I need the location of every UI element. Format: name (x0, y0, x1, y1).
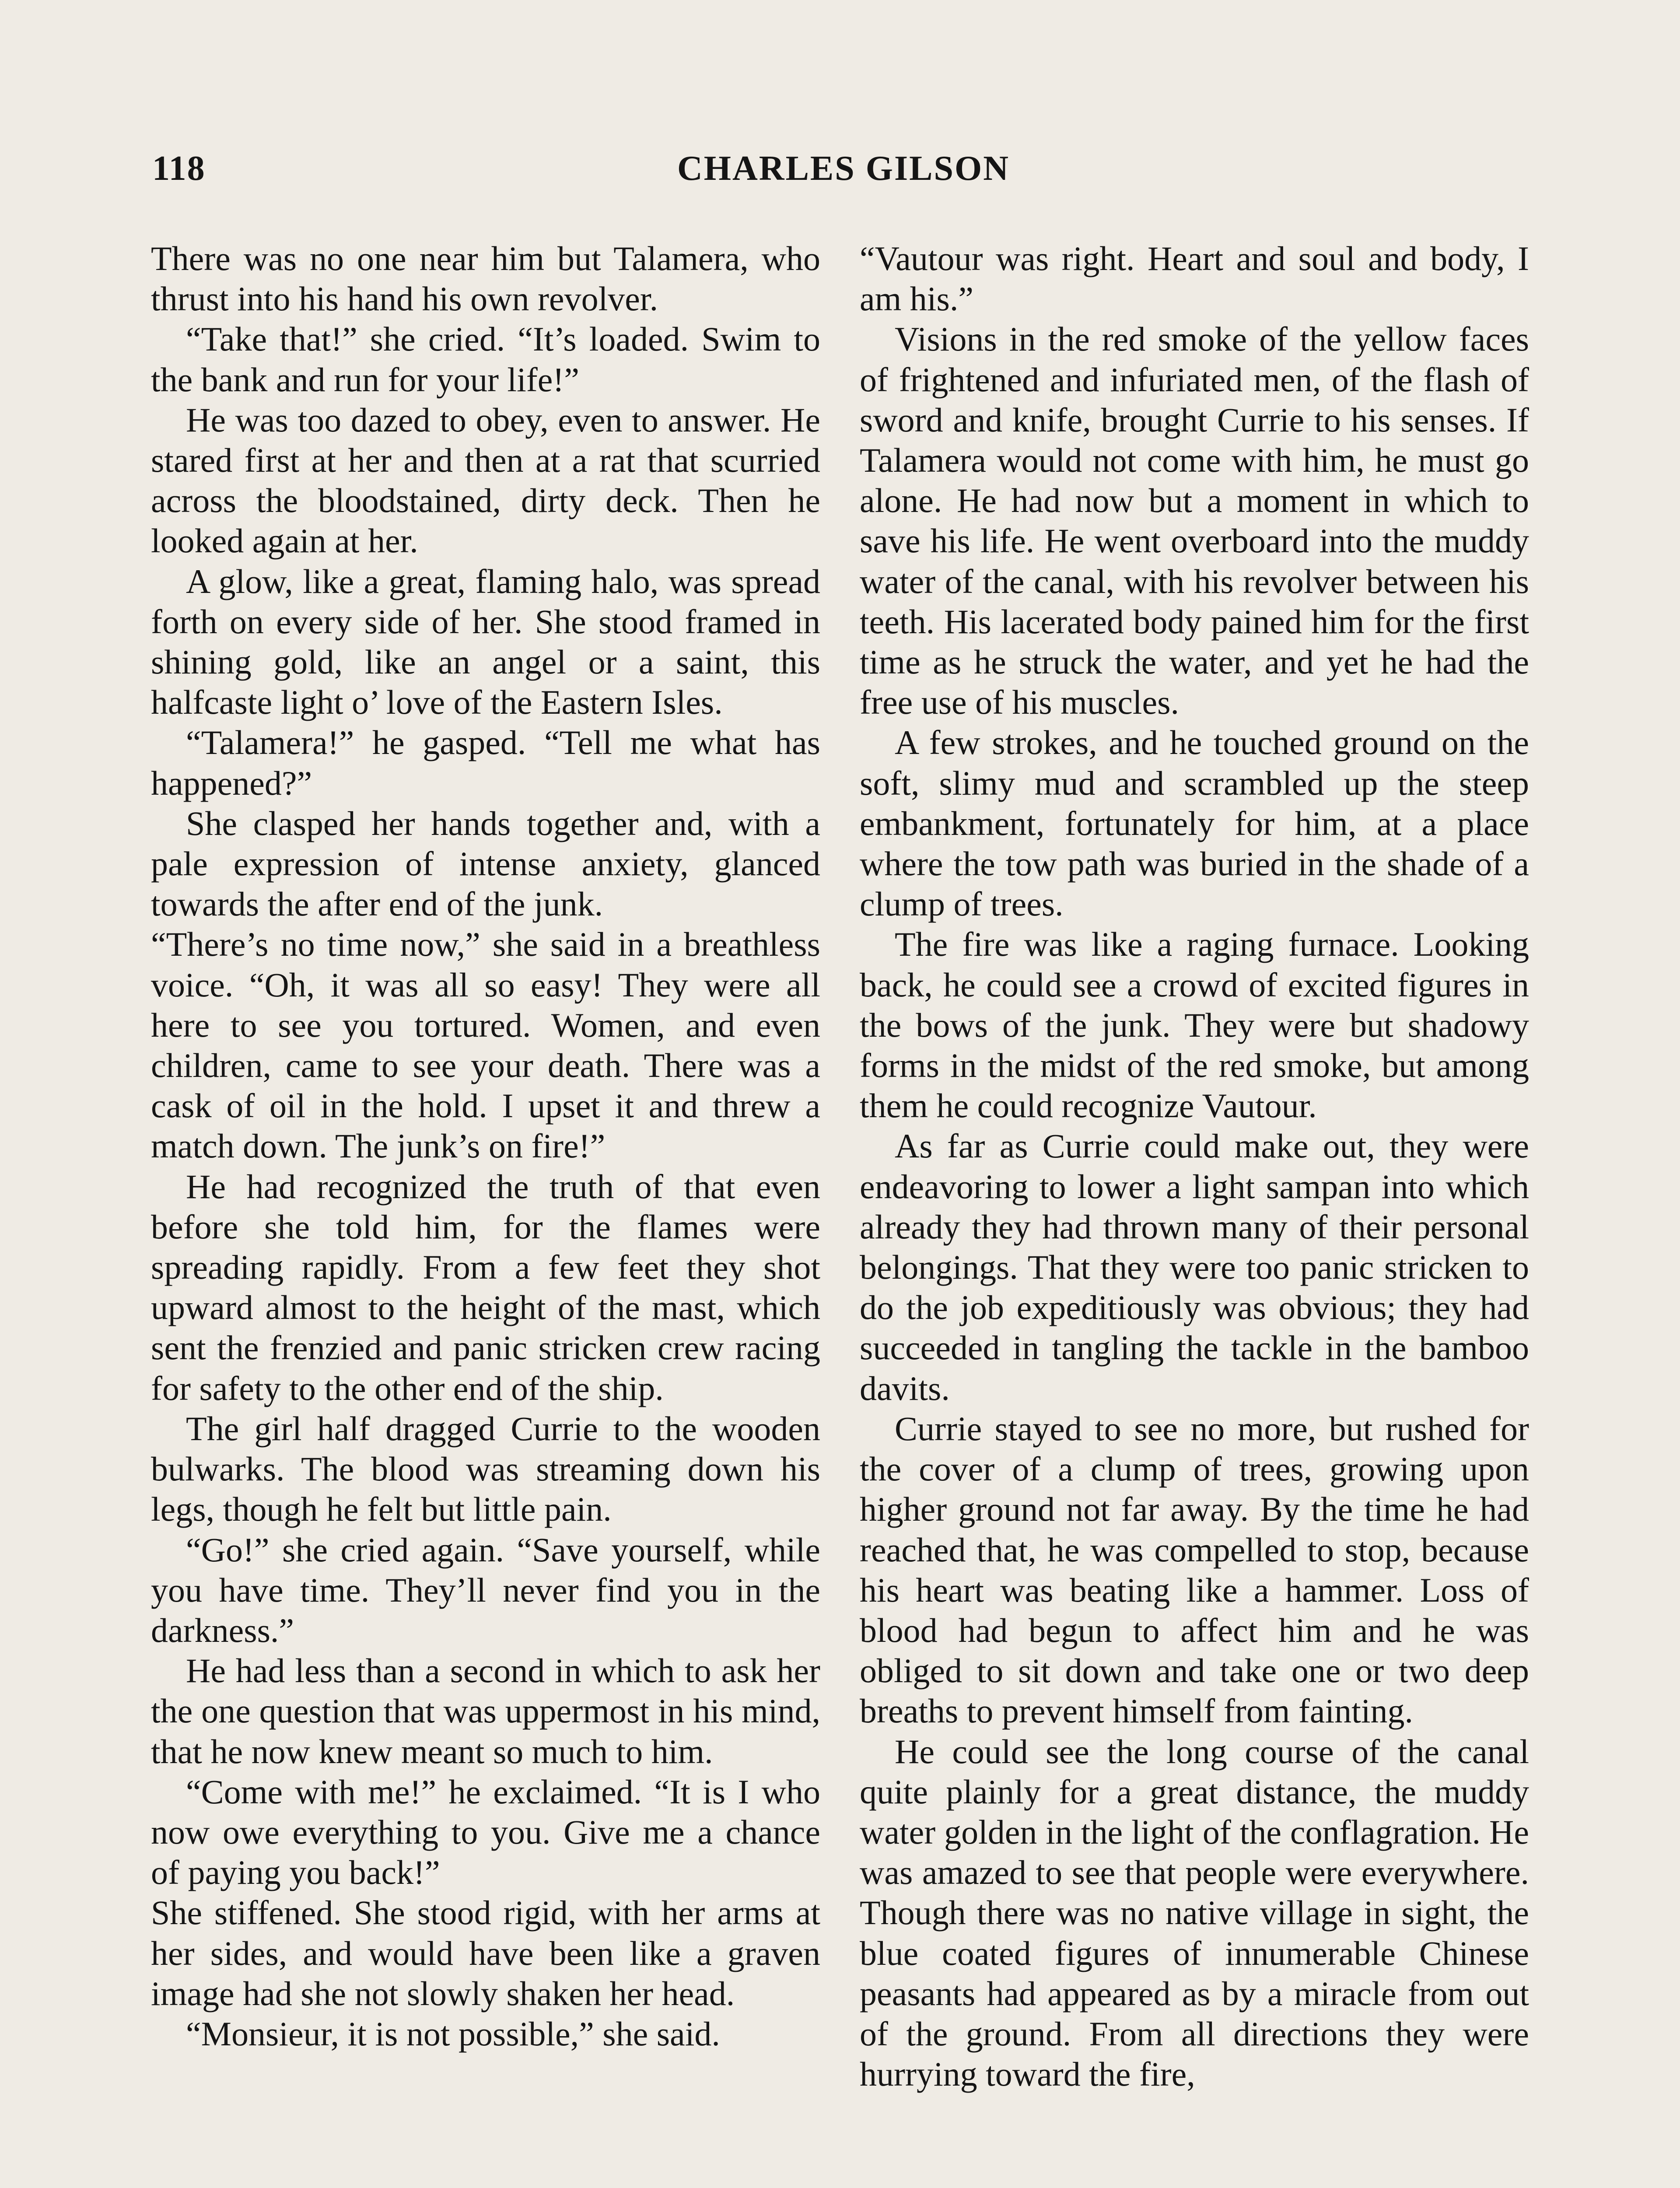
page-header (148, 149, 1539, 201)
right-column (860, 238, 1529, 2094)
paragraph: There was no one near him but Talamera, who thrust into his hand his own revolver. (151, 239, 820, 318)
paragraph: He was too dazed to obey, even to answer. He stared first at her and then at a rat that scurried across the bloodstained, dirty deck. Then he looked again at her. (151, 400, 820, 560)
paragraph: “Come with me!” he exclaimed. “It is I who now owe everything to you. Give me a chance of paying you back!” (151, 1772, 820, 1892)
paragraph: The fire was like a raging furnace. Looking back, he could see a crowd of excited figures in the bows of the junk. They were but shadowy forms in the midst of the red smoke, but among them he could recognize Vautour. (860, 925, 1529, 1125)
paragraph: “Go!” she cried again. “Save yourself, while you have time. They’ll never find you in the darkness.” (151, 1530, 820, 1649)
paragraph: He had recognized the truth of that even before she told him, for the flames were spreading rapidly. From a few feet they shot upward almost to the height of the mast, which sent the frenzied and panic stricken crew racing for safety to the other end of the ship. (151, 1167, 820, 1407)
paragraph: Visions in the red smoke of the yellow faces of frightened and infuriated men, of the flash of sword and knife, brought Currie to his senses. If Talamera would not come with him, he must go alone. He had now but a moment in which to save his life. He went overboard into the muddy water of the canal, with his revolver between his teeth. His lacerated body pained him for the first time as he struck the water, and yet he had the free use of his muscles. (860, 320, 1529, 722)
paragraph: She clasped her hands together and, with a pale expression of intense anxiety, glanced towards the after end of the junk. (151, 804, 820, 923)
paragraph: A few strokes, and he touched ground on the soft, slimy mud and scrambled up the steep embankment, fortunately for him, at a place where the tow path was buried in the shade of a clump of trees. (860, 723, 1529, 923)
paragraph: As far as Currie could make out, they were endeavoring to lower a light sampan into which already they had thrown many of their personal belongings. That they were too panic stricken to do the job expeditiously was obvious; they had succeeded in tangling the tackle in the bamboo davits. (860, 1127, 1529, 1407)
paragraph: A glow, like a great, flaming halo, was spread forth on every side of her. She stood framed in shining gold, like an angel or a saint, this halfcaste light o’ love of the Eastern Isles. (151, 562, 820, 722)
paragraph: “Take that!” she cried. “It’s loaded. Swim to the bank and run for your life!” (151, 320, 820, 399)
paragraph: He had less than a second in which to ask her the one question that was uppermost in his mind, that he now knew meant so much to him. (151, 1652, 820, 1771)
paragraph: “There’s no time now,” she said in a breathless voice. “Oh, it was all so easy! They were all here to see you tortured. Women, and even children, came to see your death. There was a cask of oil in the hold. I upset it and threw a match down. The junk’s on fire!” (151, 925, 820, 1165)
paragraph: She stiffened. She stood rigid, with her arms at her sides, and would have been like a graven image had she not slowly shaken her head. (151, 1893, 820, 2013)
paragraph: “Monsieur, it is not possible,” she said. (186, 2014, 720, 2053)
paragraph: He could see the long course of the canal quite plainly for a great distance, the muddy water golden in the light of the conflagration. He was amazed to see that people were everywhere. Though there was no native village in sight, the blue coated figures of innumerable Chinese peasants had appeared as by a miracle from out of the ground. From all directions they were hurrying toward the fire, (860, 1732, 1529, 2093)
left-column (151, 238, 820, 2054)
paragraph: The girl half dragged Currie to the wooden bulwarks. The blood was streaming down his legs, though he felt but little pain. (151, 1409, 820, 1529)
page-number: 118 (152, 149, 206, 188)
running-head: CHARLES GILSON (677, 149, 1010, 188)
paragraph: Currie stayed to see no more, but rushed for the cover of a clump of trees, growing upon higher ground not far away. By the time he had reached that, he was compelled to stop, because his heart was beating like a hammer. Loss of blood had begun to affect him and he was obliged to sit down and take one or two deep breaths to prevent himself from fainting. (860, 1409, 1529, 1730)
paragraph: “Talamera!” he gasped. “Tell me what has happened?” (151, 723, 820, 802)
paragraph: “Vautour was right. Heart and soul and body, I am his.” (860, 239, 1529, 318)
